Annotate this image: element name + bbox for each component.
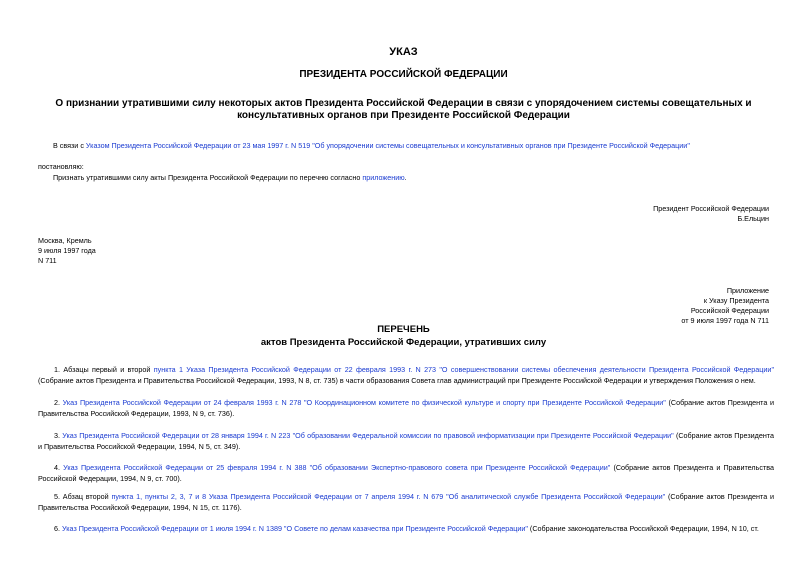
- intro-prefix: В связи с: [53, 141, 86, 150]
- item-link[interactable]: Указ Президента Российской Федерации от 28 января 1994 г. N 223 "Об образовании Федеральной комиссии по правовой информатизации при Президенте Российской Федерации": [62, 431, 674, 440]
- appendix-line-4: от 9 июля 1997 года N 711: [681, 316, 769, 325]
- appendix-line-3: Российской Федерации: [690, 306, 769, 315]
- item-link[interactable]: пункта 1 Указа Президента Российской Федерации от 22 февраля 1993 г. N 273 "О совершенствовании системы обеспечения деятельности Президента Российской Федерации": [153, 365, 774, 374]
- item-link[interactable]: Указ Президента Российской Федерации от 24 февраля 1993 г. N 278 "О Координационном комитете по физической культуре и спорту при Президенте Российской Федерации": [62, 398, 666, 407]
- intro-paragraph: [53, 141, 690, 151]
- document-subtitle: ПРЕЗИДЕНТА РОССИЙСКОЙ ФЕДЕРАЦИИ: [299, 69, 508, 80]
- list-item: 5. Абзац второй пункта 1, пункты 2, 3, 7 и 8 Указа Президента Российской Федерации от 7 апреля 1994 г. N 679 "Об аналитической службе Президента Российской Федерации" (Собрание актов Президента и Правительства Российской Федерации, 1994, N 15, ст. 1176).: [38, 492, 775, 512]
- list-subtitle: актов Президента Российской Федерации, утративших силу: [260, 337, 547, 348]
- appendix-reference: [681, 286, 769, 326]
- list-item: 3. Указ Президента Российской Федерации от 28 января 1994 г. N 223 "Об образовании Федеральной комиссии по правовой информатизации при Президенте Российской Федерации" (Собрание актов Президента и Правительства Российской Федерации, 1994, N 5, ст. 349).: [38, 431, 774, 451]
- signature-title: Президент Российской Федерации: [653, 204, 769, 213]
- list-item: 1. Абзацы первый и второй пункта 1 Указа Президента Российской Федерации от 22 февраля 1993 г. N 273 "О совершенствовании системы обеспечения деятельности Президента Российской Федерации" (Собрание актов Президента и Правительства Российской Федерации, 1993, N 8, ст. 735) в части образования Совета глав администраций при Президенте Российской Федерации и утверждения Положения о нем.: [38, 365, 774, 385]
- list-item: 4. Указ Президента Российской Федерации от 25 февраля 1994 г. N 388 "Об образовании Экспертно-правового совета при Президенте Российской Федерации" (Собрание актов Президента и Правительства Российской Федерации, 1994, N 9, ст. 700).: [38, 463, 774, 483]
- document-heading: О признании утратившими силу некоторых актов Президента Российской Федерации в связи с упорядочением системы совещательных и консультативных органов при Президенте Российской Федерации: [55, 98, 752, 121]
- item-link[interactable]: Указ Президента Российской Федерации от 25 февраля 1994 г. N 388 "Об образовании Экспертно-правового совета при Президенте Российской Федерации": [63, 463, 611, 472]
- item-link[interactable]: пункта 1, пункты 2, 3, 7 и 8 Указа Президента Российской Федерации от 7 апреля 1994 г. N 679 "Об аналитической службе Президента Российской Федерации": [111, 492, 666, 501]
- signature-block: [653, 204, 769, 224]
- item-link[interactable]: Указ Президента Российской Федерации от 1 июля 1994 г. N 1389 "О Совете по делам казачества при Президенте Российской Федерации": [62, 524, 528, 533]
- list-item: 2. Указ Президента Российской Федерации от 24 февраля 1993 г. N 278 "О Координационном комитете по физической культуре и спорту при Президенте Российской Федерации" (Собрание актов Президента и Правительства Российской Федерации, 1993, N 9, ст. 736).: [38, 398, 775, 418]
- appendix-link[interactable]: приложению: [362, 173, 405, 182]
- appendix-line-1: Приложение: [726, 286, 769, 295]
- decree-paragraph: [53, 173, 407, 183]
- decree-suffix: .: [404, 173, 407, 182]
- signature-name: Б.Ельцин: [737, 214, 769, 223]
- list-title: ПЕРЕЧЕНЬ: [377, 324, 430, 335]
- document-title: УКАЗ: [389, 46, 418, 58]
- place: Москва, Кремль: [38, 236, 92, 245]
- appendix-line-2: к Указу Президента: [703, 296, 769, 305]
- intro-decree-link[interactable]: Указом Президента Российской Федерации от 23 мая 1997 г. N 519 "Об упорядочении системы совещательных и консультативных органов при Президенте Российской Федерации": [85, 141, 690, 150]
- place-date-block: [38, 236, 96, 266]
- decree-number: N 711: [38, 256, 57, 265]
- date: 9 июля 1997 года: [38, 246, 96, 255]
- decree-text: Признать утратившими силу акты Президента Российской Федерации по перечню согласно: [53, 173, 363, 182]
- decree-word: постановляю:: [38, 162, 84, 171]
- list-item: 6. Указ Президента Российской Федерации от 1 июля 1994 г. N 1389 "О Совете по делам казачества при Президенте Российской Федерации" (Собрание законодательства Российской Федерации, 1994, N 10, ст.: [54, 524, 759, 533]
